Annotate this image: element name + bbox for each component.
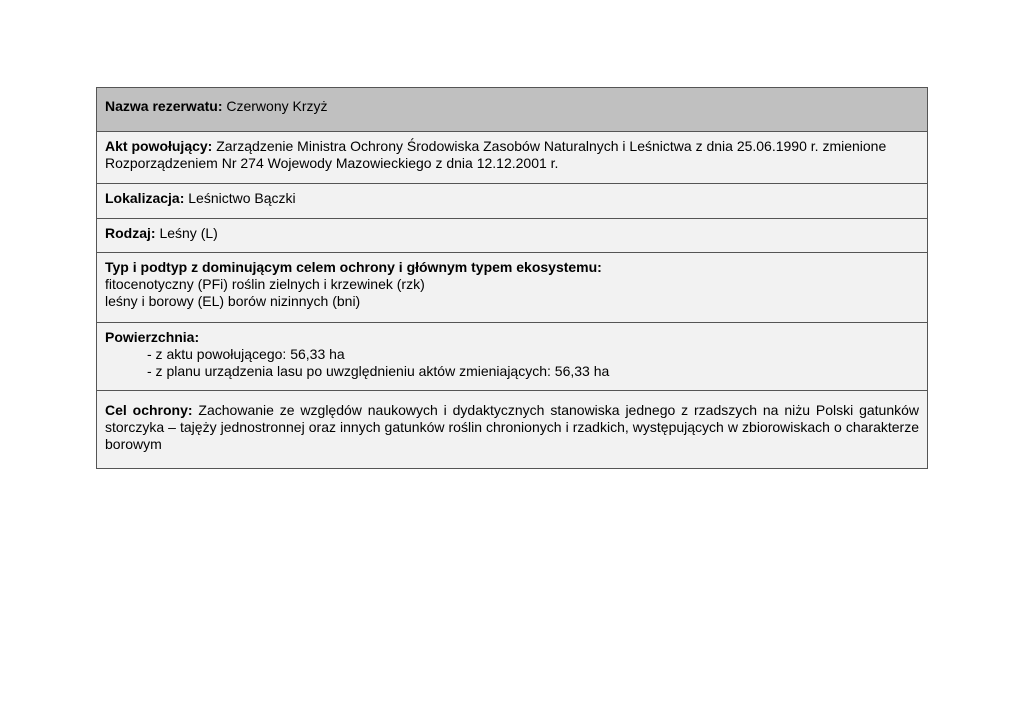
- location-value: Leśnictwo Bączki: [188, 190, 296, 206]
- reserve-type-row: [97, 218, 927, 252]
- founding-act-row: [97, 131, 927, 183]
- location-row: [97, 183, 927, 218]
- founding-act-value-line2: Rozporządzeniem Nr 274 Wojewody Mazowieckiego z dnia 12.12.2001 r.: [105, 155, 559, 171]
- area-row: [97, 322, 927, 390]
- area-label: Powierzchnia:: [105, 329, 200, 345]
- subtype-label: Typ i podtyp z dominującym celem ochrony i głównym typem ekosystemu:: [105, 259, 602, 275]
- subtype-line: fitocenotyczny (PFi) roślin zielnych i krzewinek (rzk): [105, 276, 425, 292]
- protection-goal-row: [97, 390, 927, 468]
- area-item: - z planu urządzenia lasu po uwzględnieniu aktów zmieniających: 56,33 ha: [147, 363, 610, 379]
- reserve-info-table: [96, 87, 928, 469]
- protection-goal-label: Cel ochrony:: [105, 402, 193, 418]
- founding-act-label: Akt powołujący:: [105, 138, 213, 154]
- reserve-name-label: Nazwa rezerwatu:: [105, 98, 223, 114]
- subtype-line: leśny i borowy (EL) borów nizinnych (bni): [105, 293, 361, 309]
- location-label: Lokalizacja:: [105, 190, 185, 206]
- reserve-type-label: Rodzaj:: [105, 225, 156, 241]
- reserve-type-value: Leśny (L): [159, 225, 218, 241]
- area-item: - z aktu powołującego: 56,33 ha: [147, 346, 345, 362]
- reserve-name-value: Czerwony Krzyż: [226, 98, 328, 114]
- founding-act-value-line1: Zarządzenie Ministra Ochrony Środowiska Zasobów Naturalnych i Leśnictwa z dnia 25.06.1990 r. zmienione: [216, 138, 887, 154]
- subtype-row: [97, 252, 927, 322]
- reserve-name-row: [97, 88, 927, 131]
- protection-goal-value: Zachowanie ze względów naukowych i dydaktycznych stanowiska jednego z rzadszych na niżu Polski gatunków storczyka – tajęży jednostronnej oraz innych gatunków roślin chronionych i rzadkich, występujących w zbiorowiskach o charakterze borowym: [105, 402, 920, 452]
